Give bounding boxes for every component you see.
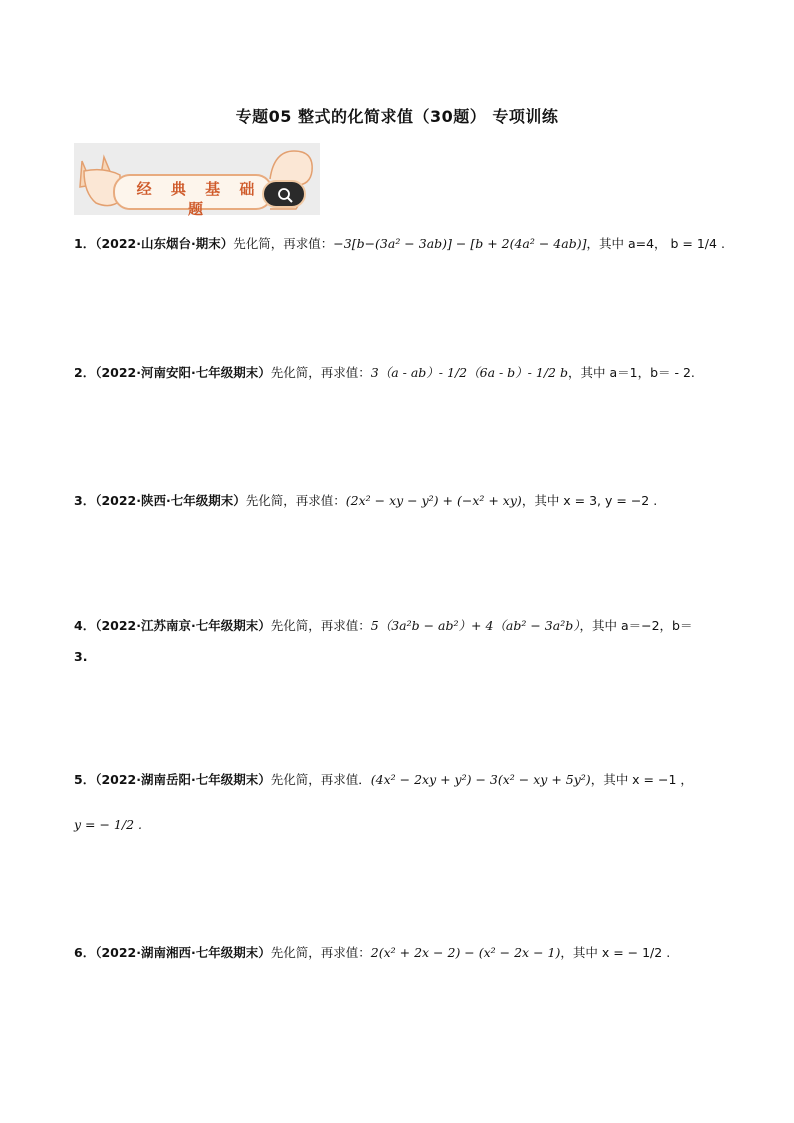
- question-3: [74, 491, 734, 511]
- question-condition: ，其中 a＝−2，b＝: [579, 618, 693, 633]
- section-banner: [74, 143, 320, 218]
- question-lead: 先化简，再求值．: [270, 772, 371, 787]
- question-expression: 5（3a²b − ab²）+ 4（ab² − 3a²b）: [370, 618, 580, 633]
- question-expression: 3（a - ab）- 1/2（6a - b）- 1/2 b: [370, 365, 568, 380]
- search-button[interactable]: [262, 180, 306, 208]
- question-number: 4．: [74, 618, 96, 633]
- question-lead: 先化简，再求值：: [270, 365, 371, 380]
- question-condition: ，其中 x = − 1/2 .: [560, 945, 671, 960]
- question-6: [74, 943, 734, 963]
- question-expression: (2x² − xy − y²) + (−x² + xy): [345, 493, 522, 508]
- question-lead: 先化简，再求值：: [245, 493, 346, 508]
- question-number: 6．: [74, 945, 96, 960]
- question-number: 1．: [74, 236, 96, 251]
- question-number: 2．: [74, 365, 96, 380]
- question-source: （2022·陕西·七年级期末）: [95, 493, 246, 508]
- question-expression: 2(x² + 2x − 2) − (x² − 2x − 1): [370, 945, 561, 960]
- search-icon: [276, 186, 296, 204]
- question-condition: ，其中 x = 3, y = −2 .: [521, 493, 658, 508]
- question-condition: ，其中 a＝1，b＝ - 2.: [567, 365, 695, 380]
- question-source: （2022·江苏南京·七年级期末）: [95, 618, 271, 633]
- banner-label: 经 典 基 础 题: [136, 180, 262, 218]
- question-lead: 先化简，再求值：: [270, 945, 371, 960]
- question-condition: ，其中 x = −1 ，: [590, 772, 693, 787]
- question-number: 5．: [74, 772, 96, 787]
- question-source: （2022·湖南岳阳·七年级期末）: [95, 772, 271, 787]
- question-5: [74, 770, 734, 790]
- question-lead: 先化简，再求值：: [233, 236, 334, 251]
- question-5-continuation: y = − 1/2 .: [74, 817, 142, 832]
- question-source: （2022·河南安阳·七年级期末）: [95, 365, 271, 380]
- question-number: 3．: [74, 493, 96, 508]
- question-source: （2022·湖南湘西·七年级期末）: [95, 945, 271, 960]
- question-lead: 先化简，再求值：: [270, 618, 371, 633]
- question-source: （2022·山东烟台·期末）: [95, 236, 234, 251]
- question-condition: ，其中 a=4， b = 1/4 .: [586, 236, 725, 251]
- question-expression: −3[b−(3a² − 3ab)] − [b + 2(4a² − 4ab)]: [333, 236, 587, 251]
- question-4: [74, 616, 734, 636]
- question-4-continuation: 3.: [74, 649, 88, 664]
- page-title: 专题05 整式的化简求值（30题） 专项训练: [235, 107, 559, 126]
- question-1: [74, 234, 734, 254]
- question-expression: (4x² − 2xy + y²) − 3(x² − xy + 5y²): [370, 772, 591, 787]
- question-2: [74, 363, 734, 383]
